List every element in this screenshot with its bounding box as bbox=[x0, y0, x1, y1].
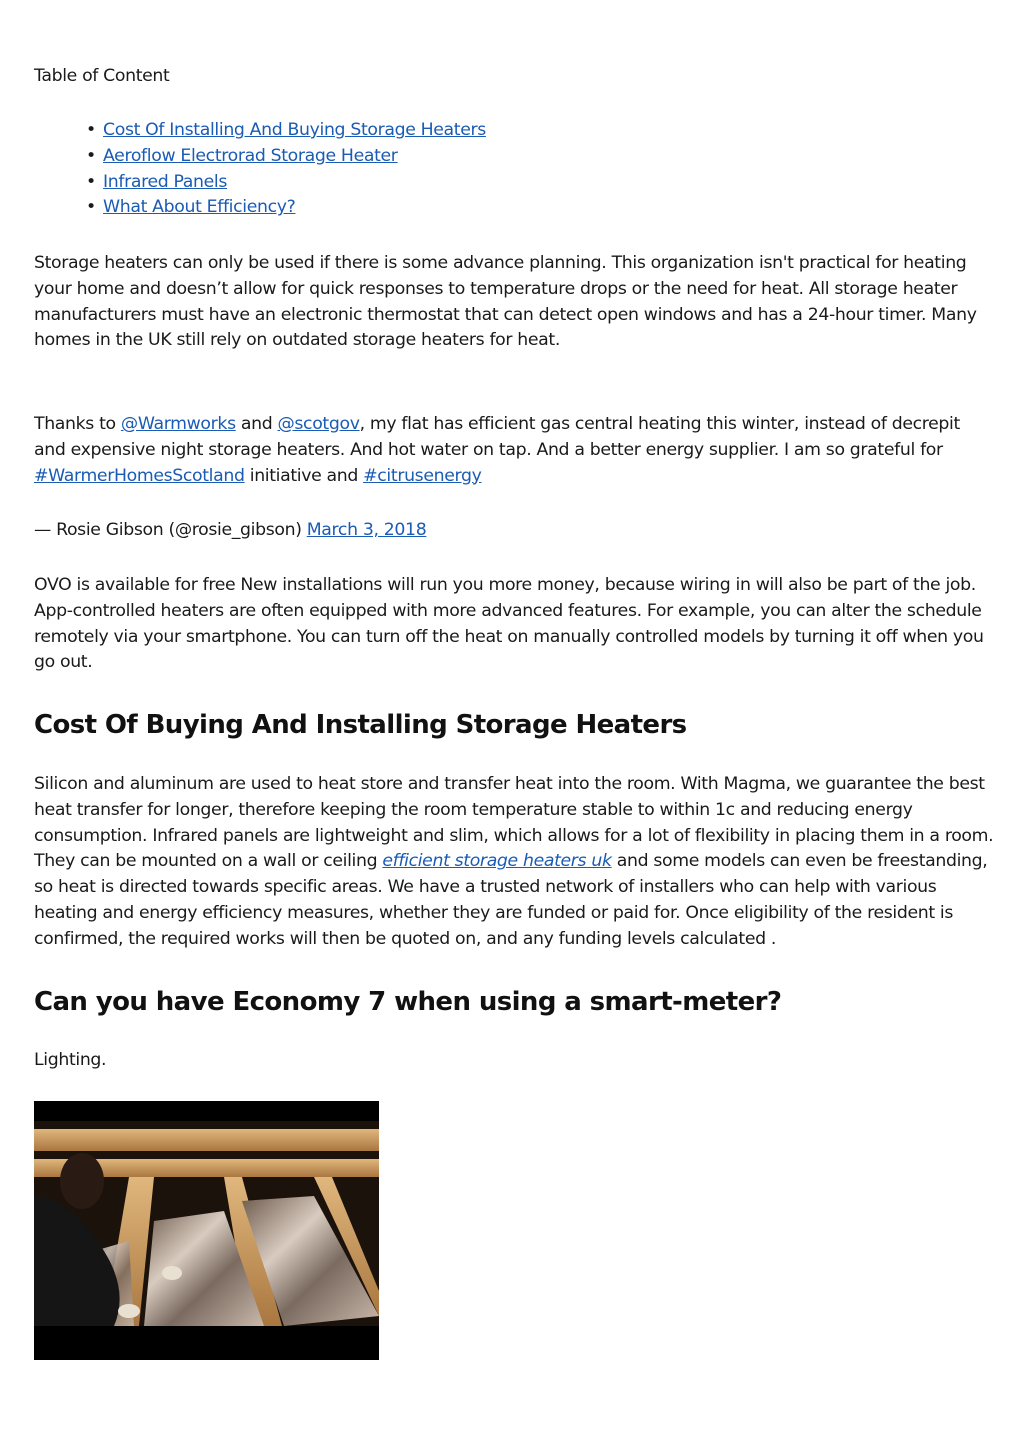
tweet-text: initiative and bbox=[244, 465, 364, 486]
section-heading: Can you have Economy 7 when using a smart-meter? bbox=[34, 987, 782, 1017]
embedded-tweet bbox=[34, 412, 994, 489]
video-thumbnail[interactable] bbox=[34, 1101, 379, 1360]
section-paragraph bbox=[34, 772, 994, 953]
toc-item bbox=[86, 170, 486, 196]
toc-list bbox=[86, 118, 486, 221]
section-heading: Cost Of Buying And Installing Storage Heaters bbox=[34, 710, 687, 740]
tweet-text: , my flat has efficient gas central heating this winter, instead of decrepit and expensive night storage heaters. And hot water on tap. And a better energy supplier. I am so grateful for bbox=[34, 414, 960, 460]
tweet-attribution bbox=[34, 518, 994, 544]
tweet-hashtag-link[interactable]: #WarmerHomesScotland bbox=[34, 465, 245, 486]
tweet-author: — Rosie Gibson (@rosie_gibson) bbox=[34, 520, 307, 540]
toc-link[interactable]: Aeroflow Electrorad Storage Heater bbox=[103, 145, 398, 166]
toc-item bbox=[86, 118, 486, 144]
tweet-mention-link[interactable]: @scotgov bbox=[277, 414, 360, 434]
inline-link[interactable]: efficient storage heaters uk bbox=[382, 851, 612, 872]
tweet-text: and bbox=[235, 414, 278, 434]
attic-insulation-image bbox=[34, 1101, 379, 1360]
paragraph-text: and some models can even be freestanding, so heat is directed towards specific areas. We have a trusted network of installers who can help with various heating and energy efficiency measures, whether they are funded or paid for. Once eligibility of the resident is confirmed, the required works will then be quoted on, and any funding levels calculated . bbox=[34, 851, 988, 949]
paragraph-text: Silicon and aluminum are used to heat store and transfer heat into the room. With Magma, we guarantee the best heat transfer for longer, therefore keeping the room temperature stable to within 1c and reducing energy consumption. Infrared panels are lightweight and slim, which allows for a lot of flexibility in placing them in a room. They can be mounted on a wall or ceiling bbox=[34, 774, 994, 872]
toc-item bbox=[86, 144, 486, 170]
toc-item bbox=[86, 195, 486, 221]
tweet-mention-link[interactable]: @Warmworks bbox=[120, 414, 236, 434]
tweet-hashtag-link[interactable]: #citrusenergy bbox=[363, 465, 482, 486]
tweet-date-link[interactable]: March 3, 2018 bbox=[306, 520, 427, 540]
toc-link[interactable]: What About Efficiency? bbox=[103, 197, 296, 218]
ovo-paragraph: OVO is available for free New installations will run you more money, because wiring in will also be part of the job. App-controlled heaters are often equipped with more advanced features. For example, you can alter the schedule remotely via your smartphone. You can turn off the heat on manually controlled models by turning it off when you go out. bbox=[34, 575, 984, 673]
toc-title: Table of Content bbox=[34, 66, 170, 86]
toc-link[interactable]: Cost Of Installing And Buying Storage Heaters bbox=[103, 120, 486, 140]
section-paragraph: Lighting. bbox=[34, 1050, 107, 1070]
toc-link[interactable]: Infrared Panels bbox=[103, 171, 228, 192]
intro-paragraph: Storage heaters can only be used if there is some advance planning. This organization isn't practical for heating your home and doesn’t allow for quick responses to temperature drops or the need for heat. All storage heater manufacturers must have an electronic thermostat that can detect open windows and has a 24-hour timer. Many homes in the UK still rely on outdated storage heaters for heat. bbox=[34, 253, 977, 351]
tweet-text: Thanks to bbox=[34, 414, 121, 434]
